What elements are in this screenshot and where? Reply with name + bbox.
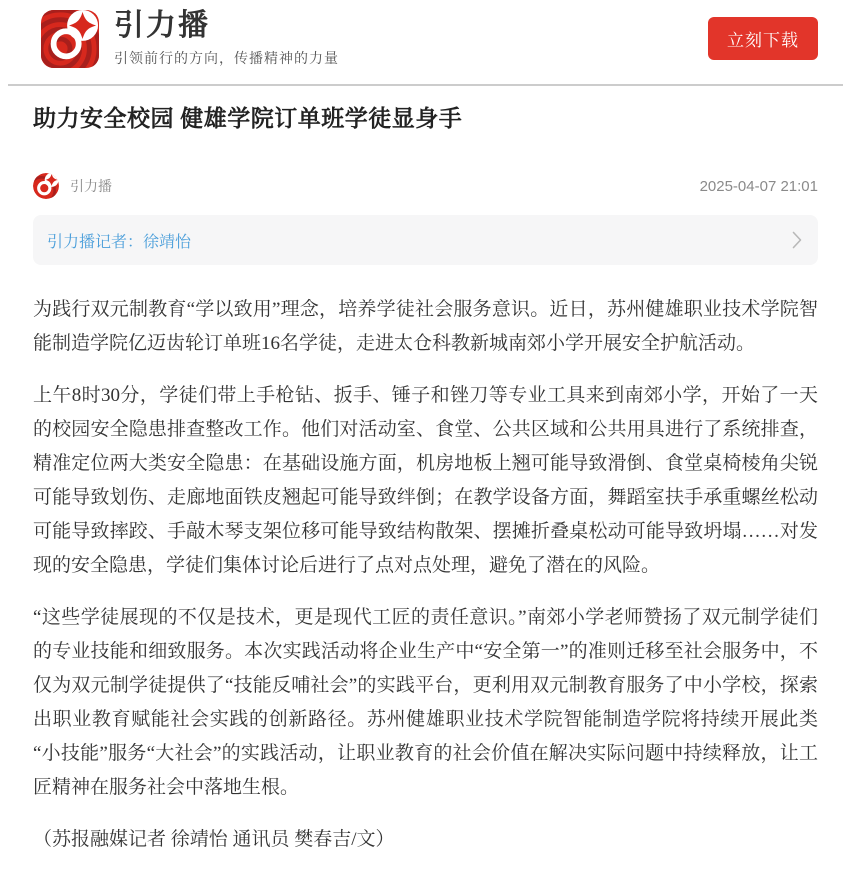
article-title: 助力安全校园 健雄学院订单班学徒显身手 [33,106,463,131]
source-logo-icon [33,173,59,199]
yinlibo-logo-icon[interactable] [41,10,99,68]
article-paragraph: 为践行双元制教育“学以致用”理念，培养学徒社会服务意识。近日，苏州健雄职业技术学院智能制造学院亿迈齿轮订单班16名学徒，走进太仓科教新城南郊小学开展安全护航活动。 [33,299,818,354]
source-name: 引力播 [70,178,112,194]
brand-name: 引力播 [114,9,210,42]
site-header [8,0,843,86]
article-credit: （苏报融媒记者 徐靖怡 通讯员 樊春吉/文） [33,829,395,850]
publish-time: 2025-04-07 21:01 [699,177,818,195]
reporter-link-row[interactable] [33,215,818,265]
byline [33,173,818,199]
reporter-line: 引力播记者：徐靖怡 [47,233,192,251]
article-paragraph: “这些学徒展现的不仅是技术，更是现代工匠的责任意识。”南郊小学老师赞扬了双元制学徒们的专业技能和细致服务。本次实践活动将企业生产中“安全第一”的准则迁移至社会服务中，不仅为双元制学徒提供了“技能反哺社会”的实践平台，更利用双元制教育服务了中小学校，探索出职业教育赋能社会实践的创新路径。苏州健雄职业技术学院智能制造学院将持续开展此类“小技能”服务“大社会”的实践活动，让职业教育的社会价值在解决实际问题中持续释放，让工匠精神在服务社会中落地生根。 [33,607,818,798]
article-paragraph: 上午8时30分，学徒们带上手枪钻、扳手、锤子和锉刀等专业工具来到南郊小学，开始了一天的校园安全隐患排查整改工作。他们对活动室、食堂、公共区域和公共用具进行了系统排查，精准定位两大类安全隐患：在基础设施方面，机房地板上翘可能导致滑倒、食堂桌椅棱角尖锐可能导致划伤、走廊地面铁皮翘起可能导致绊倒；在教学设备方面，舞蹈室扶手承重螺丝松动可能导致摔跤、手敲木琴支架位移可能导致结构散架、摆摊折叠桌松动可能导致坍塌……对发现的安全隐患，学徒们集体讨论后进行了点对点处理，避免了潜在的风险。 [33,385,818,576]
brand-tagline: 引领前行的方向，传播精神的力量 [114,50,339,66]
download-button[interactable]: 立刻下载 [708,17,818,60]
article [0,103,851,857]
brand-block [114,9,339,68]
chevron-right-icon [792,231,802,249]
article-body [33,293,818,805]
